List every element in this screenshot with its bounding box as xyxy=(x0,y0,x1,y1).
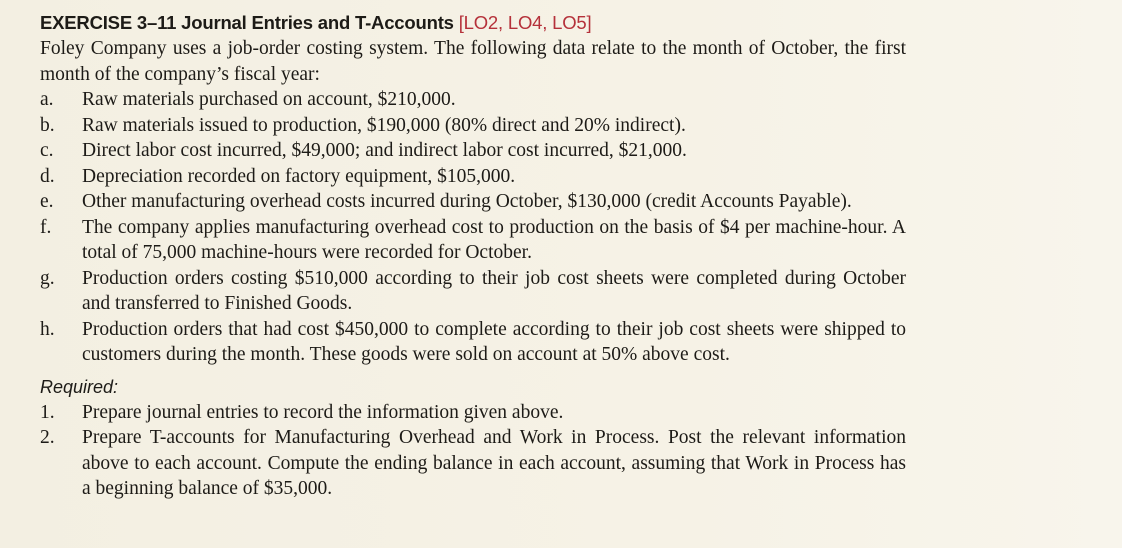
list-item xyxy=(40,215,906,266)
learning-objectives: [LO2, LO4, LO5] xyxy=(458,12,592,33)
list-item xyxy=(40,317,906,368)
list-item xyxy=(40,138,906,164)
required-label: Required: xyxy=(40,376,119,397)
requirements-list xyxy=(40,400,906,502)
item-text: Raw materials purchased on account, $210,000. xyxy=(82,89,456,110)
exercise-heading xyxy=(40,10,906,36)
transaction-list xyxy=(40,87,906,368)
item-marker: c. xyxy=(40,140,54,161)
item-marker: d. xyxy=(40,165,55,187)
item-marker: 1. xyxy=(40,401,55,423)
list-item xyxy=(40,425,906,502)
list-item xyxy=(40,164,906,190)
item-text: Raw materials issued to production, $190,000 (80% direct and 20% indirect). xyxy=(82,114,686,136)
list-item xyxy=(40,113,906,139)
list-item xyxy=(40,189,906,215)
item-text: Prepare T-accounts for Manufacturing Overhead and Work in Process. Post the relevant information above to each account. Compute the ending balance in each account, assuming that Work in Process has a beginning balance of $35,000. xyxy=(82,427,906,499)
item-text: Other manufacturing overhead costs incurred during October, $130,000 (credit Accounts Payable). xyxy=(82,191,852,212)
exercise-block xyxy=(40,10,906,502)
item-text: Production orders that had cost $450,000 to complete according to their job cost sheets were shipped to customers during the month. These goods were sold on account at 50% above cost. xyxy=(82,318,906,365)
list-item xyxy=(40,266,906,317)
list-item xyxy=(40,400,906,426)
item-marker: 2. xyxy=(40,427,55,448)
item-marker: a. xyxy=(40,89,54,110)
list-item xyxy=(40,87,906,113)
exercise-title: EXERCISE 3–11 Journal Entries and T-Accounts xyxy=(40,12,454,33)
item-text: Direct labor cost incurred, $49,000; and indirect labor cost incurred, $21,000. xyxy=(82,140,687,161)
item-marker: h. xyxy=(40,318,55,340)
exercise-intro: Foley Company uses a job-order costing system. The following data relate to the month of October, the first month of the company’s fiscal year: xyxy=(40,38,906,85)
item-marker: g. xyxy=(40,267,55,289)
item-text: Prepare journal entries to record the information given above. xyxy=(82,401,564,423)
item-text: The company applies manufacturing overhead cost to production on the basis of $4 per machine-hour. A total of 75,000 machine-hours were recorded for October. xyxy=(82,216,906,263)
item-marker: b. xyxy=(40,114,55,136)
item-marker: f. xyxy=(40,216,52,238)
item-marker: e. xyxy=(40,191,54,212)
item-text: Depreciation recorded on factory equipment, $105,000. xyxy=(82,165,516,187)
item-text: Production orders costing $510,000 according to their job cost sheets were completed during October and transferred to Finished Goods. xyxy=(82,267,906,314)
